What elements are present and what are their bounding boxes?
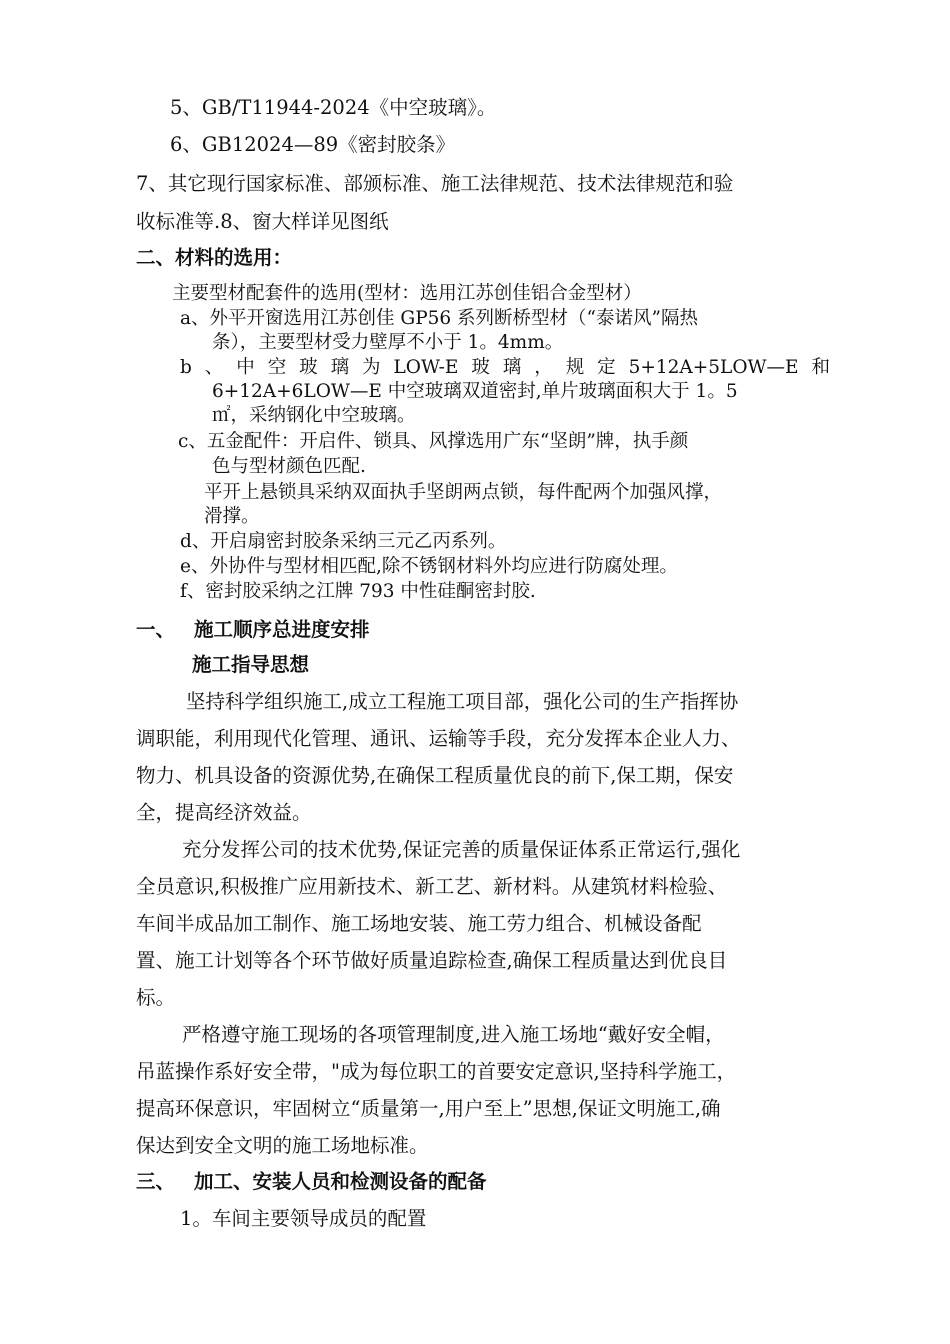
item-b-line2: 6+12A+6LOW—E 中空玻璃双道密封,单片玻璃面积大于 1。5 [212, 381, 738, 402]
staff-item-1: 1。车间主要领导成员的配置 [180, 1207, 427, 1230]
para1-line3: 物力、机具设备的资源优势,在确保工程质量优良的前下,保工期，保安 [136, 764, 734, 787]
para1-line1: 坚持科学组织施工,成立工程施工项目部，强化公司的生产指挥协 [186, 690, 739, 713]
heading-materials: 二、材料的选用： [136, 246, 293, 269]
para2-line3: 车间半成品加工制作、施工场地安装、施工劳力组合、机械设备配 [136, 912, 702, 935]
item-c-line4: 滑撑。 [204, 506, 260, 527]
para2-line5: 标。 [136, 986, 176, 1009]
para1-line2: 调职能，利用现代化管理、通讯、运输等手段，充分发挥本企业人力、 [136, 727, 741, 750]
heading-staff-number: 三、 [136, 1170, 176, 1193]
item-d: d、开启扇密封胶条采纳三元乙丙系列。 [180, 531, 507, 552]
ref-7-line1: 7、其它现行国家标准、部颁标准、施工法律规范、技术法律规范和验 [136, 172, 734, 195]
materials-intro: 主要型材配套件的选用(型材：选用江苏创佳铝合金型材） [172, 283, 642, 304]
ref-7-line2: 收标准等.8、窗大样详见图纸 [136, 210, 389, 233]
para2-line1: 充分发挥公司的技术优势,保证完善的质量保证体系正常运行,强化 [182, 838, 741, 861]
item-a-line2: 条），主要型材受力壁厚不小于 1。4mm。 [212, 332, 564, 353]
para3-line2: 吊蓝操作系好安全带，"成为每位职工的首要安定意识,坚持科学施工， [136, 1060, 737, 1083]
item-a-line1: a、外平开窗选用江苏创佳 GP56 系列断桥型材（“泰诺风”隔热 [180, 308, 698, 329]
item-c-line3: 平开上悬锁具采纳双面执手坚朗两点锁，每件配两个加强风撑， [204, 482, 723, 503]
item-b-line3: ㎡，采纳钢化中空玻璃。 [212, 405, 416, 426]
item-b-line1: b 、 中 空 玻 璃 为 LOW-E 玻 璃 ， 规 定 5+12A+5LOW—E 和 [180, 357, 830, 378]
item-c-line2: 色与型材颜色匹配. [212, 456, 366, 477]
para3-line4: 保达到安全文明的施工场地标准。 [136, 1134, 429, 1157]
para3-line1: 严格遵守施工现场的各项管理制度,进入施工场地“戴好安全帽， [182, 1023, 725, 1046]
heading-schedule: 施工顺序总进度安排 [194, 618, 370, 641]
heading-staff: 加工、安装人员和检测设备的配备 [194, 1170, 487, 1193]
ref-5: 5、GB/T11944-2024《中空玻璃》。 [170, 96, 497, 119]
heading-guiding-thought: 施工指导思想 [192, 653, 310, 676]
item-f: f、密封胶采纳之江牌 793 中性硅酮密封胶. [180, 581, 536, 602]
item-c-line1: c、五金配件：开启件、锁具、风撑选用广东“坚朗”牌，执手颜 [178, 431, 689, 452]
ref-6: 6、GB12024—89《密封胶条》 [170, 133, 456, 156]
para1-line4: 全，提高经济效益。 [136, 801, 312, 824]
para3-line3: 提高环保意识，牢固树立“质量第一,用户至上”思想,保证文明施工,确 [136, 1097, 721, 1120]
item-e: e、外协件与型材相匹配,除不锈钢材料外均应进行防腐处理。 [180, 556, 678, 577]
heading-schedule-number: 一、 [136, 618, 176, 641]
para2-line4: 置、施工计划等各个环节做好质量追踪检查,确保工程质量达到优良目 [136, 949, 728, 972]
para2-line2: 全员意识,积极推广应用新技术、新工艺、新材料。从建筑材料检验、 [136, 875, 728, 898]
